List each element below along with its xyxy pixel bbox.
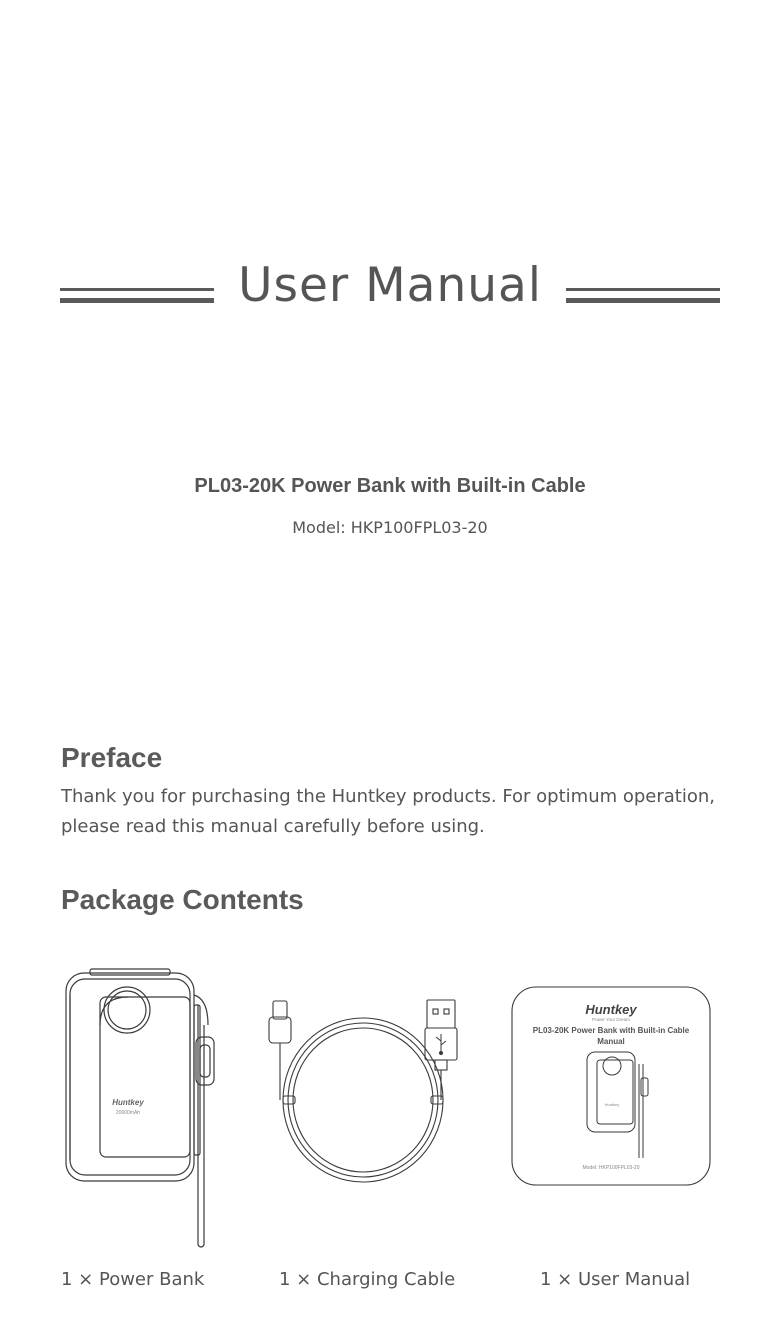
power-bank-capacity: 20000mAh [115,1110,141,1116]
manual-tagline: Power Your Dream [592,1017,630,1022]
page-title: User Manual [238,258,542,313]
preface-text: Thank you for purchasing the Huntkey products. For optimum operation, please read this manual carefully before using. [61,786,716,837]
item-label-charging-cable: 1 × Charging Cable [279,1269,456,1290]
item-label-user-manual: 1 × User Manual [540,1269,691,1290]
power-bank-illustration [60,965,225,1250]
manual-cover-subtitle: Manual [597,1037,625,1046]
preface-heading: Preface [61,742,163,773]
manual-cover-model: Model: HKP100FPL03-20 [582,1165,640,1171]
power-bank-logo: Huntkey [112,1098,144,1107]
product-name: PL03-20K Power Bank with Built-in Cable [194,475,586,497]
item-label-power-bank: 1 × Power Bank [61,1269,205,1290]
charging-cable-illustration [265,995,465,1185]
user-manual-illustration [511,986,712,1186]
manual-cover-title: PL03-20K Power Bank with Built-in Cable [532,1026,690,1035]
manual-logo: Huntkey [585,1002,637,1017]
title-rule-right [566,288,720,304]
svg-text:Huntkey: Huntkey [604,1102,620,1107]
model-number: Model: HKP100FPL03-20 [292,518,488,537]
package-contents-heading: Package Contents [61,884,304,915]
